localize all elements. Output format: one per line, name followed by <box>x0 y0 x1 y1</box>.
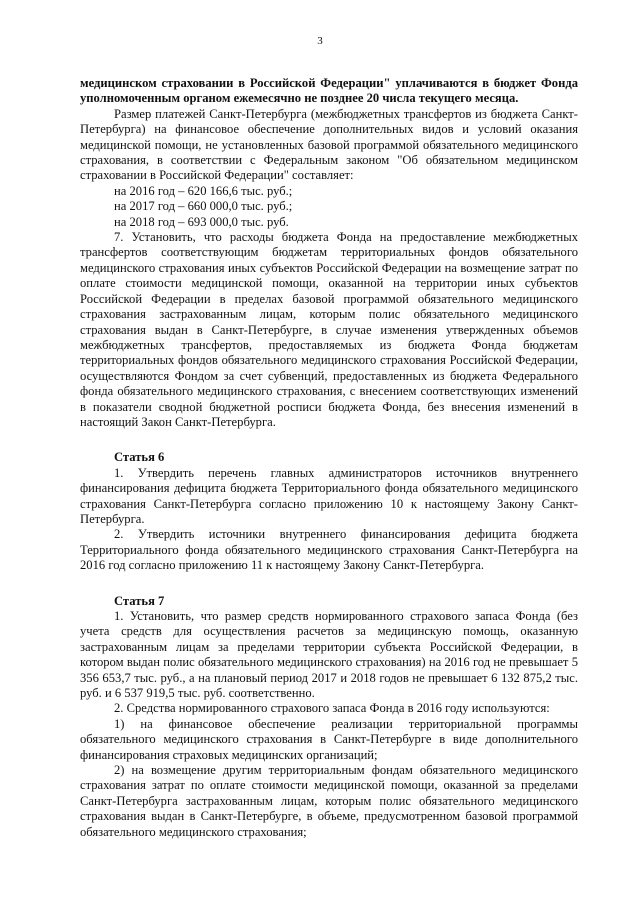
article-7-subitem-2: 2) на возмещение другим территориальным фондам обязательного медицинского страхования затрат по оплате стоимости медицинской помощи, оказанной за пределами Санкт-Петербурга застрахованным лицам, которым полис обязательного медицинского страхования выдан в Санкт-Петербурге, в объеме, предусмотренном базовой программой обязательного медицинского страхования; <box>80 763 578 839</box>
amount-2018: на 2018 год – 693 000,0 тыс. руб. <box>114 214 289 229</box>
page-number: 3 <box>317 35 323 47</box>
article-6-item-1: 1. Утвердить перечень главных администраторов источников внутреннего финансирования дефицита бюджета Территориального фонда обязательного медицинского страхования Санкт-Петербурга согласно приложению 10 к настоящему Закону Санкт-Петербурга. <box>80 465 578 526</box>
article-7-item-2: 2. Средства нормированного страхового запаса Фонда в 2016 году используются: <box>114 701 550 716</box>
amount-2017: на 2017 год – 660 000,0 тыс. руб.; <box>114 199 293 214</box>
paragraph-continuation: медицинском страховании в Российской Федерации" уплачиваются в бюджет Фонда уполномоченным органом ежемесячно не позднее 20 числа текущего месяца. <box>80 76 578 106</box>
amount-2016: на 2016 год – 620 166,6 тыс. руб.; <box>114 183 293 198</box>
article-7-subitem-1: 1) на финансовое обеспечение реализации территориальной программы обязательного медицинского страхования в Санкт-Петербурге в виде дополнительного финансирования страховых медицинских организаций; <box>80 716 578 762</box>
paragraph-item-7: 7. Установить, что расходы бюджета Фонда на предоставление межбюджетных трансфертов соответствующим бюджетам территориальных фондов обязательного медицинского страхования иных субъектов Российской Федерации на возмещение затрат по оплате стоимости медицинской помощи, оказанной на территории иных субъектов Российской Федерации в пределах базовой программой обязательного медицинского страхования застрахованным лицам, которым полис обязательного медицинского страхования выдан в Санкт-Петербурге, в случае изменения утвержденных объемов межбюджетных трансфертов, предоставляемых из бюджета Фонда бюджетам территориальных фондов обязательного медицинского страхования Российской Федерации, осуществляются Фондом за счет субвенций, предоставленных из бюджета Федерального фонда обязательного медицинского страхования, с внесением соответствующих изменений в показатели сводной бюджетной росписи бюджета Фонда, без внесения изменений в настоящий Закон Санкт-Петербурга. <box>80 230 578 429</box>
document-body <box>80 76 578 840</box>
article-6-item-2: 2. Утвердить источники внутреннего финансирования дефицита бюджета Территориального фонда обязательного медицинского страхования Санкт-Петербурга на 2016 год согласно приложению 11 к настоящему Закону Санкт-Петербурга. <box>80 527 578 573</box>
article-7-item-1: 1. Установить, что размер средств нормированного страхового запаса Фонда (без учета средств для осуществления расчетов за медицинскую помощь, оказанную застрахованным лицам за пределами территории субъекта Российской Федерации, в котором выдан полис обязательного медицинского страхования) на 2016 год не превышает 5 356 653,7 тыс. руб., а на плановый период 2017 и 2018 годов не превышает 6 132 875,2 тыс. руб. и 6 537 919,5 тыс. руб. соответственно. <box>80 609 578 701</box>
paragraph-payments-size: Размер платежей Санкт-Петербурга (межбюджетных трансфертов из бюджета Санкт-Петербурга) на финансовое обеспечение дополнительных видов и условий оказания медицинской помощи, не установленных базовой программой обязательного медицинского страхования, в соответствии с Федеральным законом "Об обязательном медицинском страховании в Российской Федерации" составляет: <box>80 106 578 183</box>
article-7-heading: Статья 7 <box>114 593 165 608</box>
article-6-heading: Статья 6 <box>114 450 165 465</box>
